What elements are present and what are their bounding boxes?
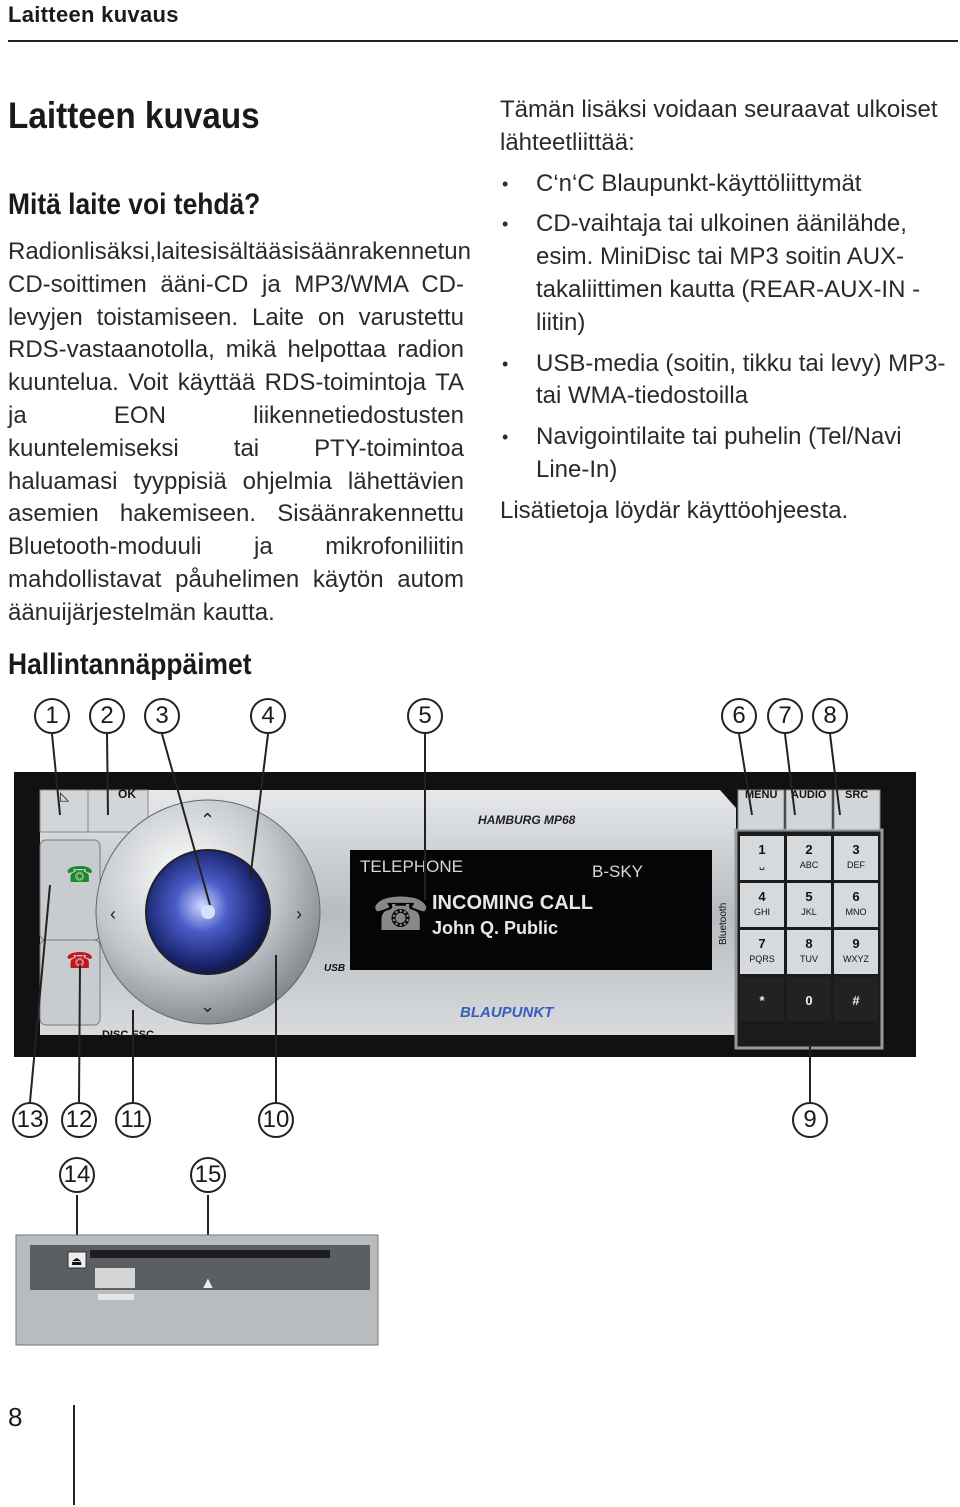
- src-label: SRC: [845, 789, 869, 801]
- callout-12: 12: [61, 1102, 97, 1138]
- eject-small-icon: ◺: [60, 789, 70, 803]
- brand-logo: BLAUPUNKT: [460, 1004, 554, 1021]
- page-number-rule: [73, 1405, 75, 1505]
- keypad-key-letters: TUV: [800, 954, 818, 964]
- keypad-key-number: *: [759, 993, 765, 1008]
- callout-3: 3: [144, 698, 180, 734]
- more-info-note: Lisätietoja löydär käyttöohjeesta.: [500, 496, 849, 524]
- phone-reject-icon: ☎: [66, 948, 94, 973]
- keypad-key-number: 9: [852, 936, 860, 951]
- keypad-key-number: 2: [805, 842, 813, 857]
- ok-label: OK: [118, 787, 136, 801]
- running-header: Laitteen kuvaus: [8, 2, 179, 27]
- callout-leaders: [0, 690, 960, 1160]
- features-paragraph: Radionlisäksi,laitesisältääsisäänrakennetun CD-soittimen ääni-CD ja MP3/WMA CD-levyjen toistamiseen. Laite on varustettu RDS-vastaanotolla, mikä helpottaa radion kuuntelua. Voit käyttää RDS-toimintoja TA ja EON liikennetiedostusten kuuntelemiseksi tai PTY-toimintoa haluamasi tyyppisiä ohjelmia lähettävien asemien hakemiseen. Sisäänrakennettu Bluetooth-moduuli ja mikrofoniliitin mahdollistavat påuhelimen käytön autom äänuijärjestelmän kautta.: [8, 238, 471, 626]
- keypad-key-letters: WXYZ: [843, 954, 869, 964]
- callout-13: 13: [12, 1102, 48, 1138]
- keypad-key-number: 4: [758, 889, 766, 904]
- keypad-key-number: 1: [758, 842, 766, 857]
- list-item: • Navigointilaite tai puhelin (Tel/Navi Line-In): [500, 421, 958, 487]
- phone-accept-icon: ☎: [66, 862, 94, 887]
- keypad-key-number: #: [852, 993, 860, 1008]
- section-heading-controls: Hallintannäppäimet: [8, 648, 252, 681]
- keypad-key-letters: ␣: [759, 860, 765, 870]
- callout-10: 10: [258, 1102, 294, 1138]
- keypad-key-number: 7: [758, 936, 766, 951]
- list-item: • CD-vaihtaja tai ulkoinen äänilähde, esim. MiniDisc tai MP3 soitin AUX-takaliittimen kautta (REAR-AUX-IN -liitin): [500, 208, 958, 339]
- section-heading-features: Mitä laite voi tehdä?: [8, 188, 261, 221]
- keypad-key-letters: PQRS: [749, 954, 775, 964]
- chassis-illustration: [0, 1190, 400, 1350]
- callout-8: 8: [812, 698, 848, 734]
- display-caller-name: John Q. Public: [432, 918, 559, 938]
- keypad-key-number: 0: [805, 993, 813, 1008]
- callout-1: 1: [34, 698, 70, 734]
- menu-label: MENU: [745, 789, 778, 801]
- bluetooth-label: Bluetooth: [718, 902, 729, 945]
- display-bsky: B-SKY: [592, 862, 644, 881]
- display-telephone: TELEPHONE: [360, 857, 463, 876]
- arrow-up-icon: ⌃: [200, 810, 216, 830]
- display-incoming-call: INCOMING CALL: [432, 892, 594, 914]
- callout-4: 4: [250, 698, 286, 734]
- keypad-key-letters: DEF: [847, 860, 865, 870]
- callout-7: 7: [767, 698, 803, 734]
- callout-14: 14: [59, 1157, 95, 1193]
- model-label: HAMBURG MP68: [478, 813, 576, 827]
- usb-label: USB: [324, 963, 346, 974]
- callout-15: 15: [190, 1157, 226, 1193]
- keypad-key-number: 8: [805, 936, 813, 951]
- eject-icon: ⏏: [71, 1254, 83, 1268]
- arrow-left-icon: ‹: [110, 904, 116, 924]
- display-phone-icon: ☎: [372, 888, 430, 940]
- external-sources-column: [500, 94, 958, 528]
- callout-9: 9: [792, 1102, 828, 1138]
- callout-6: 6: [721, 698, 757, 734]
- keypad-key-letters: JKL: [801, 907, 817, 917]
- cd-slot: [90, 1250, 330, 1258]
- list-item: • C‘n‘C Blaupunkt-käyttöliittymät: [500, 168, 958, 201]
- header-rule: [8, 40, 958, 42]
- keypad-key-number: 3: [852, 842, 860, 857]
- page-title: Laitteen kuvaus: [8, 95, 260, 136]
- audio-label: AUDIO: [791, 789, 827, 801]
- disc-esc-label: DISC ESC: [102, 1029, 154, 1041]
- connector-pins: [95, 1268, 135, 1288]
- callout-5: 5: [407, 698, 443, 734]
- callout-11: 11: [115, 1102, 151, 1138]
- keypad-key-number: 6: [852, 889, 860, 904]
- keypad-key-letters: ABC: [799, 860, 819, 870]
- release-arrow-icon: ▲: [200, 1275, 216, 1292]
- callout-2: 2: [89, 698, 125, 734]
- list-item: • USB-media (soitin, tikku tai levy) MP3-tai WMA-tiedostoilla: [500, 348, 958, 414]
- arrow-down-icon: ⌄: [200, 996, 216, 1016]
- page-number: 8: [8, 1402, 23, 1432]
- keypad-key-letters: MNO: [845, 907, 867, 917]
- arrow-right-icon: ›: [296, 904, 302, 924]
- external-sources-intro: Tämän lisäksi voidaan seuraavat ulkoiset lähteetliittää:: [500, 96, 938, 156]
- keypad-key-letters: GHI: [753, 907, 771, 917]
- external-sources-list: [500, 168, 958, 487]
- keypad-key-number: 5: [805, 889, 813, 904]
